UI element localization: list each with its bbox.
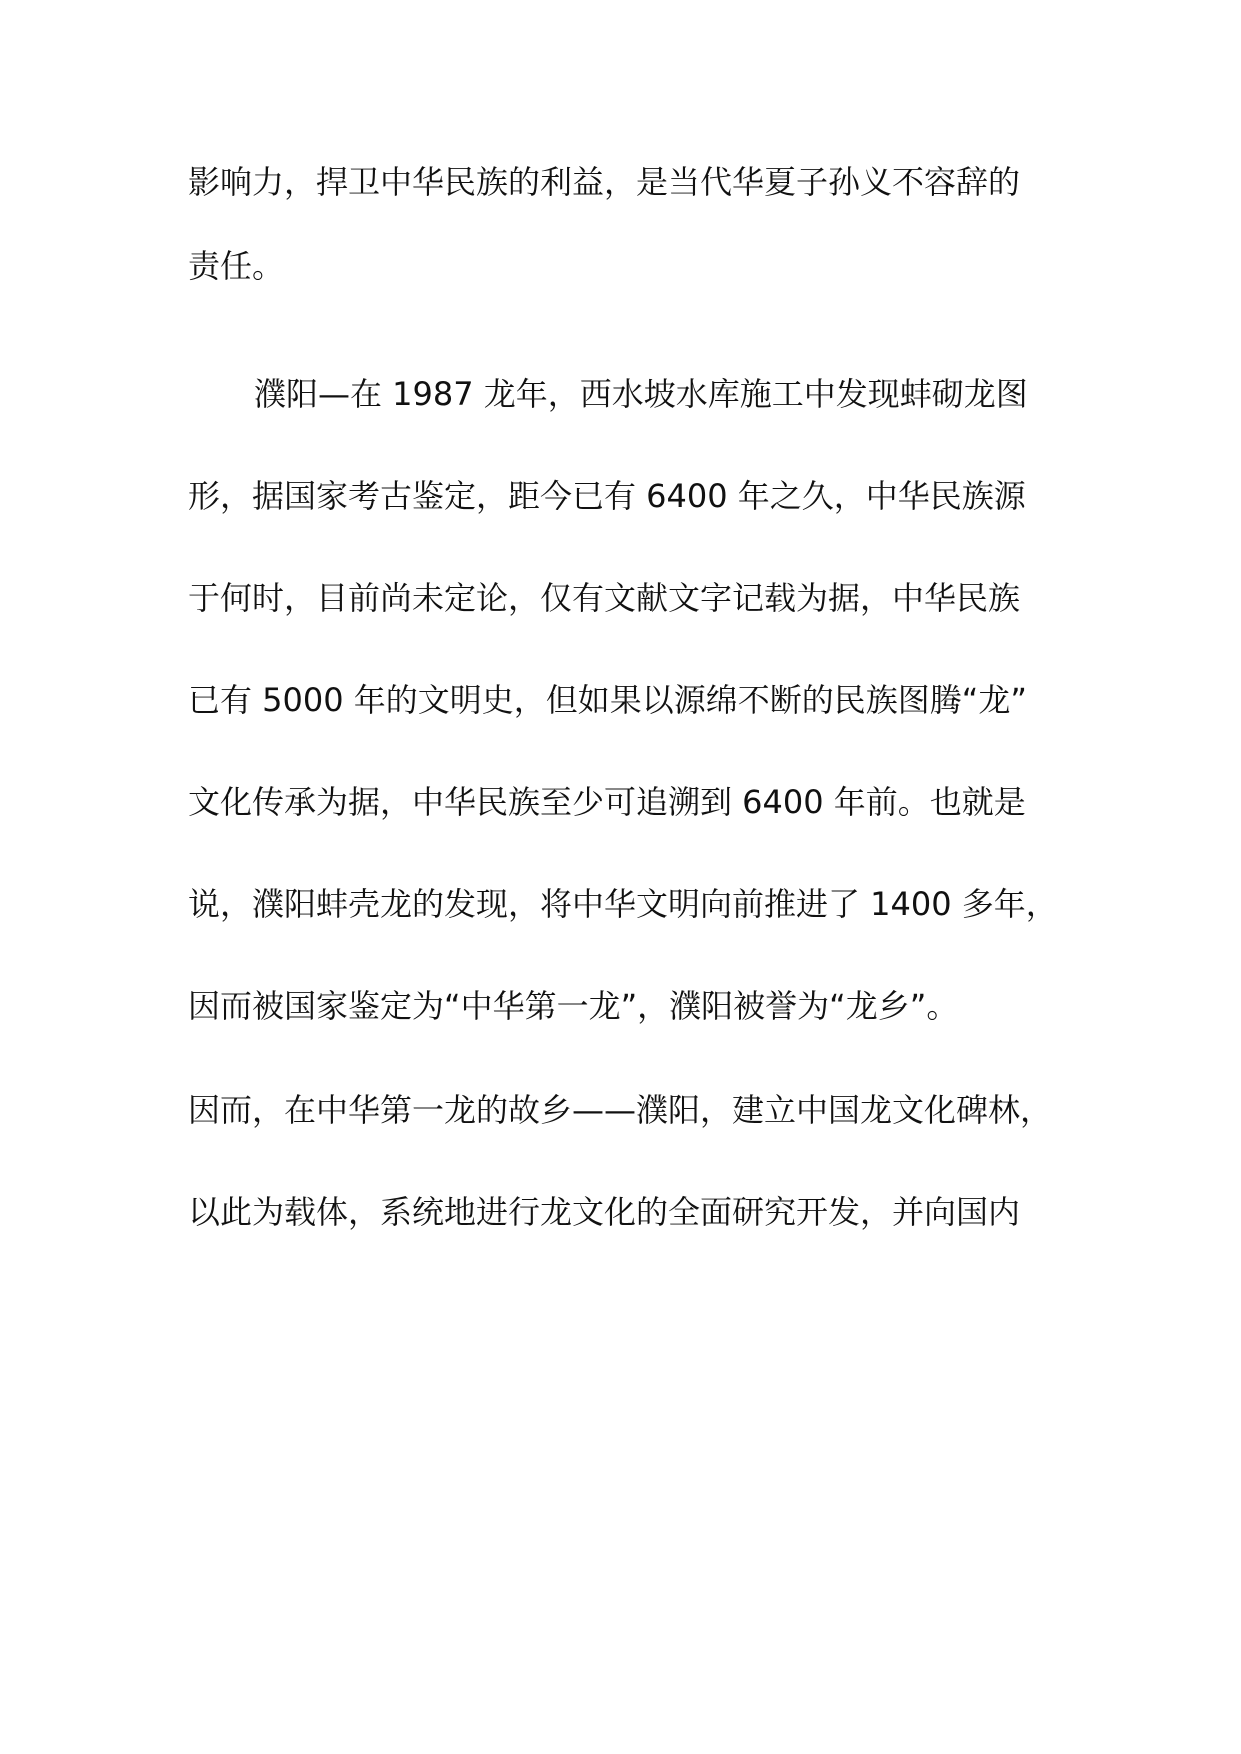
text-line: 于何时，目前尚未定论，仅有文献文字记载为据，中华民族 — [188, 579, 1021, 617]
text-line: 形，据国家考古鉴定，距今已有 6400 年之久，中华民族源 — [188, 477, 1026, 515]
text-line: 因而，在中华第一龙的故乡——濮阳，建立中国龙文化碑林， — [188, 1091, 1053, 1129]
text-line: 说，濮阳蚌壳龙的发现，将中华文明向前推进了 1400 多年， — [188, 885, 1058, 923]
text-line: 以此为载体，系统地进行龙文化的全面研究开发，并向国内 — [188, 1193, 1021, 1231]
text-line: 因而被国家鉴定为“中华第一龙”，濮阳被誉为“龙乡”。 — [188, 987, 959, 1025]
text-line: 影响力，捍卫中华民族的利益，是当代华夏子孙义不容辞的 — [188, 163, 1021, 201]
text-line: 已有 5000 年的文明史，但如果以源绵不断的民族图腾“龙” — [188, 681, 1027, 719]
paragraph-first-line: 濮阳—在 1987 龙年，西水坡水库施工中发现蚌砌龙图 — [254, 375, 1028, 413]
text-line: 责任。 — [188, 247, 285, 285]
text-line: 文化传承为据，中华民族至少可追溯到 6400 年前。也就是 — [188, 783, 1026, 821]
